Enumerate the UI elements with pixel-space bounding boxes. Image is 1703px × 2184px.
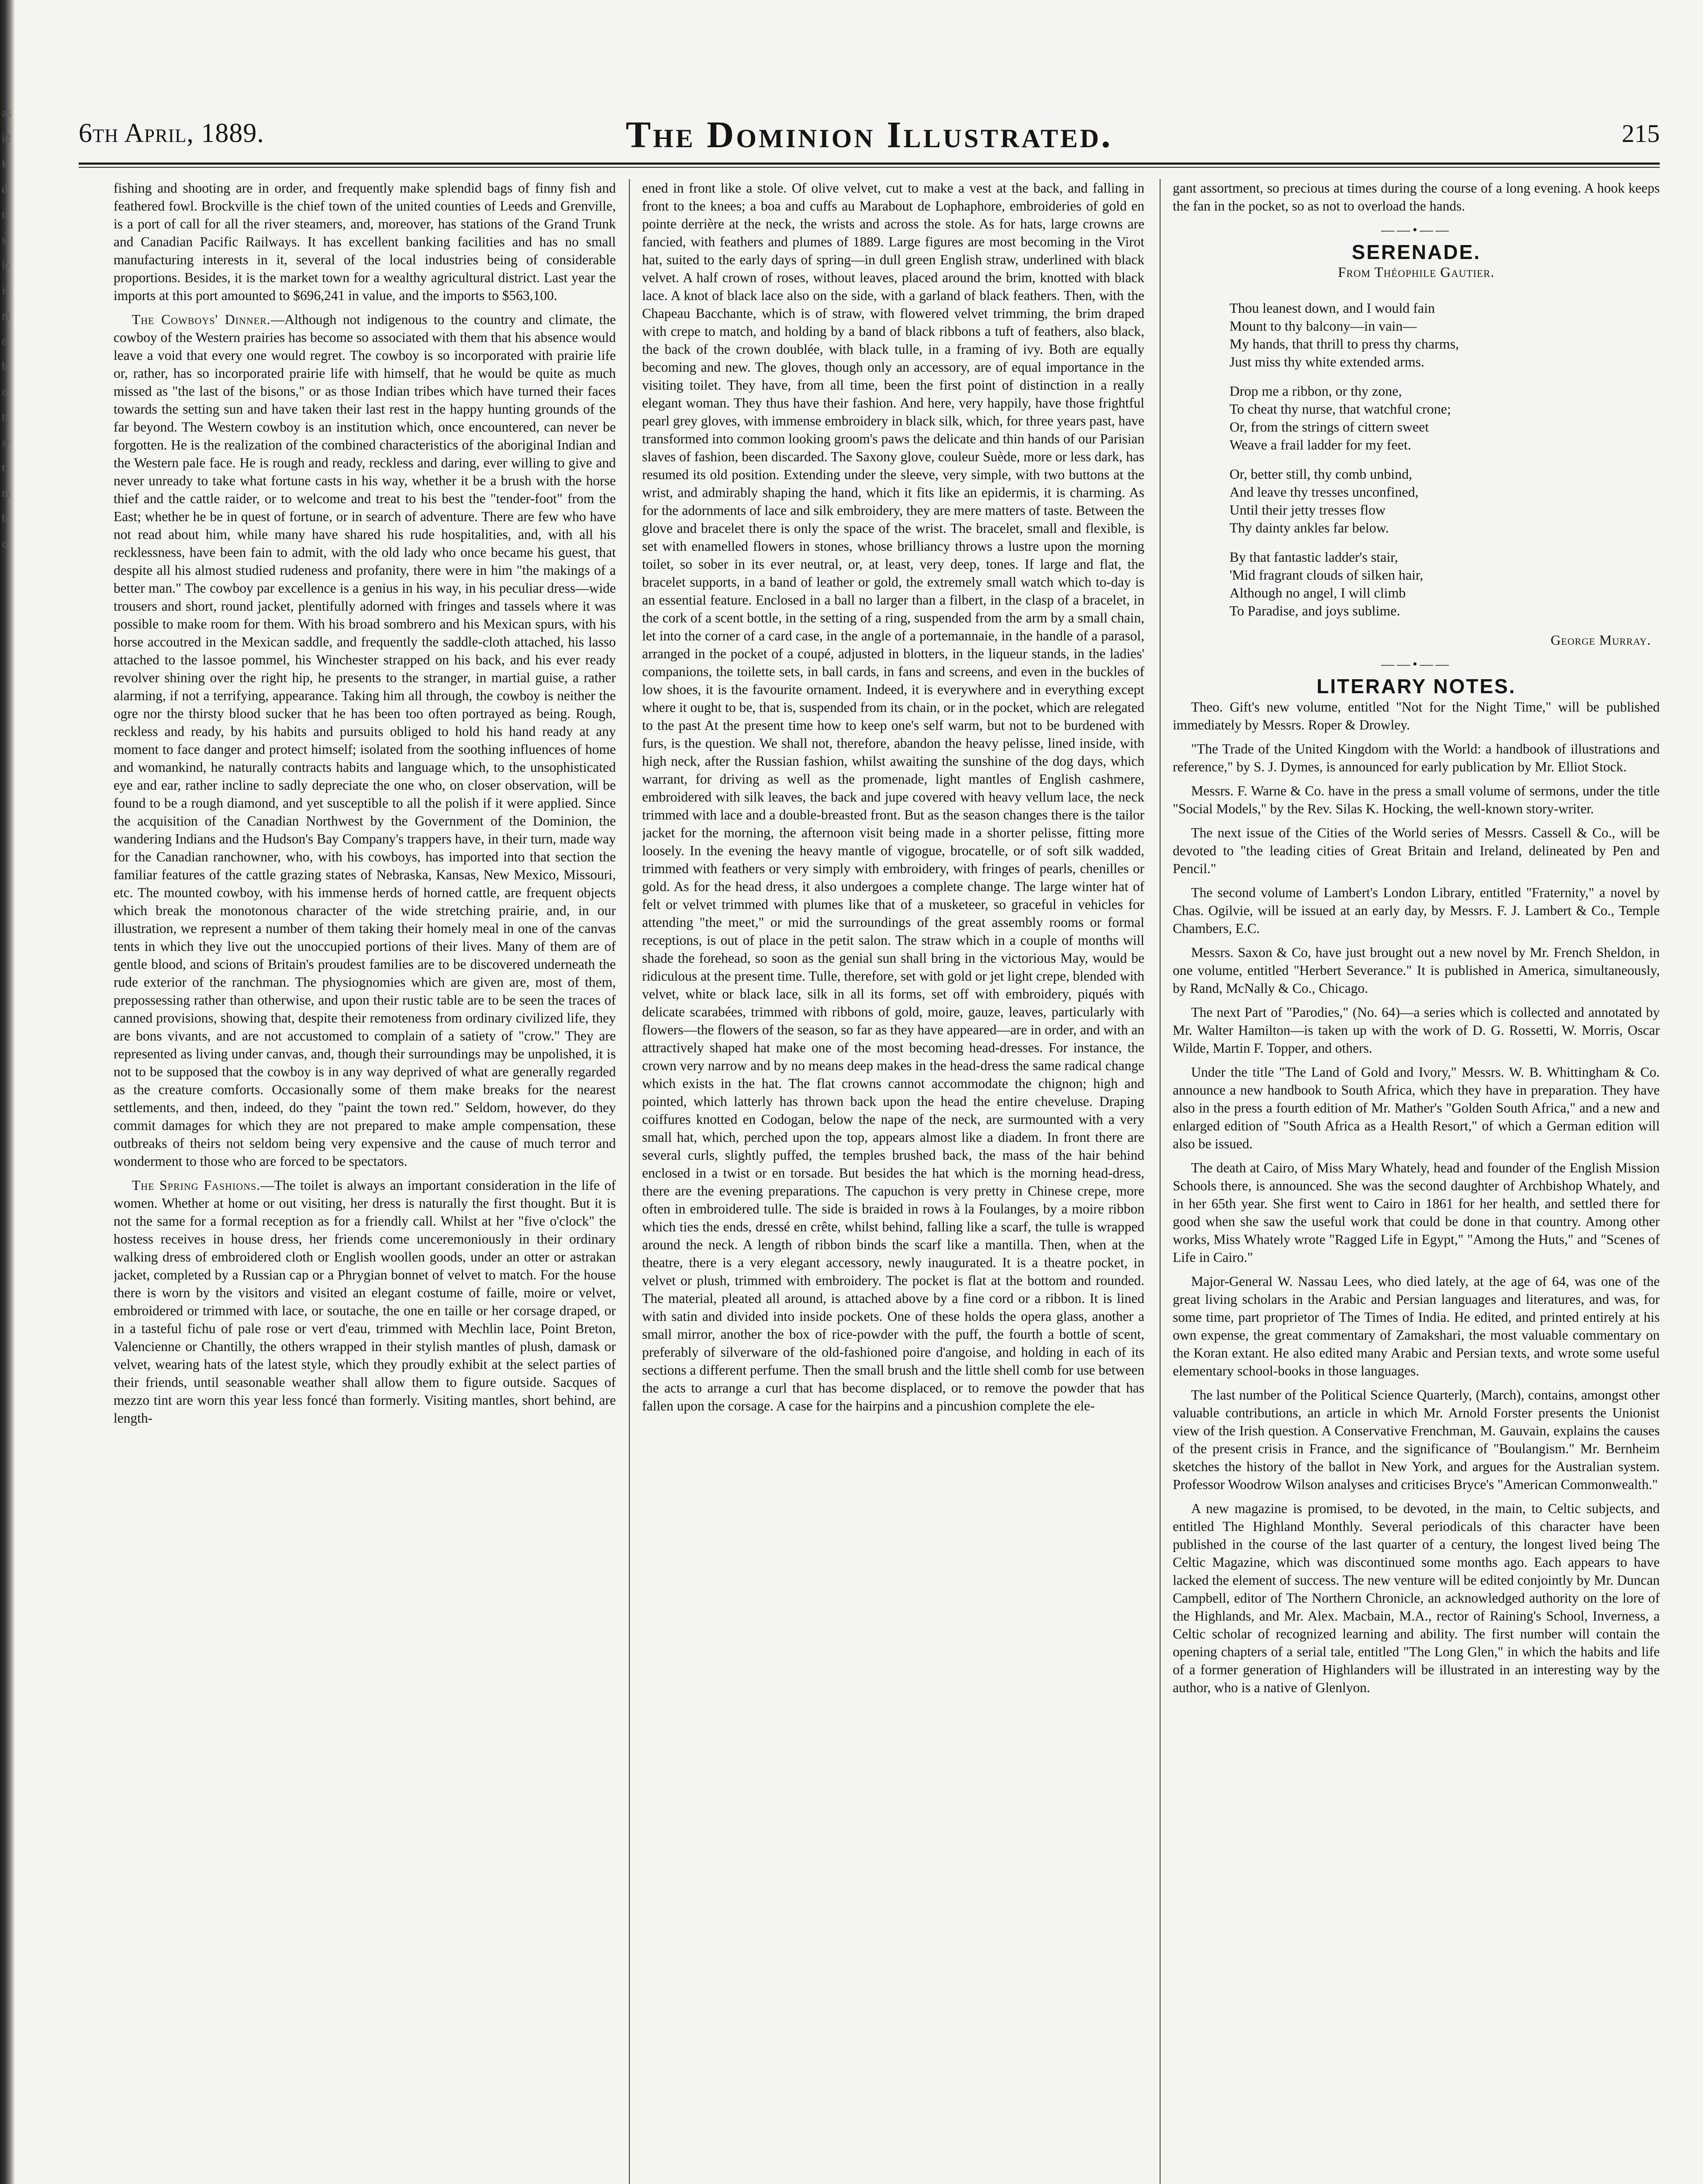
column-1 <box>114 179 616 2184</box>
spring-fashions-paragraph <box>114 1176 616 1427</box>
cowboys-dinner-heading: The Cowboys' Dinner. <box>132 312 271 327</box>
spring-fashions-text: —The toilet is always an important consideration in the life of women. Whether at home or out visiting, her dress is naturally the first thought. But it is not the same for a formal reception as for a friendly call. Whilst at her "five o'clock" the hostess receives in house dress, her friends come unceremoniously in their ordinary walking dress of embroidered cloth or English woollen goods, under an otter or astrakan jacket, completed by a Russian cap or a Phrygian bonnet of velvet to match. For the house there is worn by the visitors and visited an elegant costume of faille, moire or velvet, embroidered or trimmed with lace, or soutache, the one en taille or her corsage draped, or in a tasteful fichu of pale rose or vert d'eau, trimmed with Mechlin lace, Point Breton, Valencienne or Chantilly, the others wrapped in their stylish mantles of plush, damask or velvet, wearing hats of the latest style, which they proudly exhibit at the select parties of their friends, until seasonable weather shall allow them to figure outside. Sacques of mezzo tint are worn this year less foncé than formerly. Visiting mantles, short behind, are length- <box>114 1178 616 1426</box>
literary-notes-heading: LITERARY NOTES. <box>1316 675 1516 698</box>
poem-line: My hands, that thrill to press thy charms, <box>1230 336 1459 352</box>
poem-line: Mount to thy balcony—in vain— <box>1230 318 1417 334</box>
poem-line: Just miss thy white extended arms. <box>1230 354 1425 370</box>
issue-date: 6th April, 1889. <box>79 118 264 148</box>
poem-stanza <box>1230 382 1660 454</box>
poem-line: Weave a frail ladder for my feet. <box>1230 437 1411 453</box>
masthead-rule <box>79 162 1660 168</box>
cowboys-dinner-text: —Although not indigenous to the country and climate, the cowboy of the Western prairies has become so associated with them that his absence would leave a void that every one would regret. The cowboy is so incorporated with prairie life or, rather, has so incorporated prairie life with himself, that he would be quite as much missed as "the last of the bisons," or as those Indian tribes which have turned their faces towards the setting sun and have taken their last rest in the happy hunting grounds of the far beyond. The Western cowboy is an institution which, once encountered, can never be forgotten. He is the realization of the combined characteristics of the aboriginal Indian and the Western pale face. He is rough and ready, reckless and daring, ever willing to give and never unready to take what fortune casts in his way, whether it be a brush with the horse thief and the cattle raider, or to welcome and treat to his best the "tender-foot" from the East; whether he be in quest of fortune, or in search of adventure. There are few who have not read about him, while many have shared his rude hospitalities, and, with all his recklessness, have been fain to admit, with the old lady who once became his guest, that despite all his almost studied rudeness and profanity, there were in him "the makings of a better man." The cowboy par excellence is a genius in his way, in his peculiar dress—wide trousers and short, round jacket, plentifully adorned with fringes and tassels where it was possible to make room for them. With his broad sombrero and his Mexican spurs, with his horse accoutred in the Mexican saddle, and frequently the saddle-cloth attached, his lasso attached to the lassoe pommel, his Winchester strapped on his back, and his ever ready revolver shining over the right hip, he presents to the stranger, in martial guise, a rather alarming, if not a terrifying, appearance. Taking him all through, the cowboy is neither the ogre nor the thirsty blood sucker that he has been too often portrayed as being. Rough, reckless and ready, by his habits and pursuits obliged to hold his hand ready at any moment to face danger and protect himself; isolated from the soothing influences of home and womankind, he naturally contracts habits and language which, to the unsophisticated eye and ear, rather incline to sadly depreciate the one who, on closer observation, will be found to be a rough diamond, and yet susceptible to all the polish if it were applied. Since the acquisition of the Canadian Northwest by the Government of the Dominion, the wandering Indians and the Hudson's Bay Company's trappers have, in their turn, made way for the Canadian ranchowner, who, with his cowboys, has imported into that section the familiar features of the cattle grazing states of Nebraska, Kansas, New Mexico, Missouri, etc. The mounted cowboy, with his immense herds of horned cattle, are frequent objects which break the monotonous character of the wide stretching prairie, and, in our illustration, we represent a number of them taking their homely meal in one of the canvas tents in which they live out the unoccupied portions of their lives. Many of them are of gentle blood, and scions of Britain's proudest families are to be discovered underneath the rude exterior of the ranchman. The physiognomies which are given are, most of them, prepossessing rather than otherwise, and upon their rustic table are to be seen the traces of canned provisions, showing that, despite their remoteness from ordinary civilized life, they are bons vivants, and are not accustomed to complain of a satiety of "crow." They are represented as living under canvas, and, though their surroundings may be unpolished, it is not to be supposed that the cowboy is in any way deprived of what are generally regarded as the creature comforts. Occasionally some of them make breaks for the nearest settlements, and then, indeed, do they "paint the town red." Seldom, however, do they commit damages for which they are not prepared to make ample compensation, these outbreaks of theirs not seldom being very expensive and the cause of much terror and wonderment to those who are forced to be spectators. <box>114 312 616 1169</box>
cowboys-dinner-paragraph <box>114 311 616 1170</box>
column-rule-1 <box>629 179 630 2184</box>
poem-line: 'Mid fragrant clouds of silken hair, <box>1230 567 1423 583</box>
poem-line: To Paradise, and joys sublime. <box>1230 603 1400 619</box>
poem-source: From Théophile Gautier. <box>1338 265 1495 280</box>
literary-note: Theo. Gift's new volume, entitled "Not for the Night Time," will be published immediately by Messrs. Roper & Drowley. <box>1173 699 1660 733</box>
section-ornament: ——•—— <box>1381 657 1451 671</box>
serenade-poem <box>1230 299 1660 620</box>
poem-author: George Murray. <box>1551 632 1651 648</box>
literary-note: Messrs. F. Warne & Co. have in the press a small volume of sermons, under the title "Social Models," by the Rev. Silas K. Hocking, the well-known story-writer. <box>1173 783 1660 816</box>
poem-stanza <box>1230 548 1660 620</box>
poem-line: Thou leanest down, and I would fain <box>1230 300 1435 316</box>
poem-line: Or, from the strings of cittern sweet <box>1230 419 1429 435</box>
literary-note: The next Part of "Parodies," (No. 64)—a series which is collected and annotated by Mr. Walter Hamilton—is taken up with the work of D. G. Rossetti, W. Morris, Oscar Wilde, Martin F. Topper, and others. <box>1173 1005 1660 1056</box>
poem-line: Thy dainty ankles far below. <box>1230 520 1389 536</box>
poem-line: By that fantastic ladder's stair, <box>1230 549 1398 565</box>
literary-note: Under the title "The Land of Gold and Ivory," Messrs. W. B. Whittingham & Co. announce a new handbook to South Africa, which they have in preparation. They have also in the press a fourth edition of Mr. Mather's "Golden South Africa," and a new and enlarged edition of "South Africa as a Health Resort," of which a German edition will also be issued. <box>1173 1064 1660 1151</box>
literary-note: The last number of the Political Science Quarterly, (March), contains, amongst other valuable contributions, an article in which Mr. Arnold Forster presents the Unionist view of the Irish question. A Conservative Frenchman, M. Gauvain, explains the causes of the present crisis in France, and the significance of "Boulangism." Mr. Bernheim sketches the history of the ballot in New York, and argues for the Australian system. Professor Woodrow Wilson analyses and criticises Bryce's "American Commonwealth." <box>1173 1387 1660 1492</box>
poem-line: Until their jetty tresses flow <box>1230 502 1386 518</box>
column-3 <box>1173 179 1660 2184</box>
poem-line: Or, better still, thy comb unbind, <box>1230 466 1413 482</box>
poem-stanza <box>1230 299 1660 371</box>
poem-title: SERENADE. <box>1351 241 1481 263</box>
literary-note: "The Trade of the United Kingdom with the World: a handbook of illustrations and reference," by S. J. Dymes, is announced for early publication by Mr. Elliot Stock. <box>1173 741 1660 774</box>
poem-stanza <box>1230 465 1660 537</box>
poem-line: To cheat thy nurse, that watchful crone; <box>1230 401 1451 417</box>
page-number: 215 <box>1622 119 1660 148</box>
column-2 <box>642 179 1144 2184</box>
poem-line: And leave thy tresses unconfined, <box>1230 484 1419 500</box>
literary-note: Major-General W. Nassau Lees, who died lately, at the age of 64, was one of the great living scholars in the Arabic and Persian languages and literatures, and was, for some time, part proprietor of The Times of India. He edited, and printed entirely at his own expense, the great commentary of Zamakshari, the most valuable commentary on the Koran extant. He also edited many Arabic and Persian texts, and wrote some useful elementary school-books in those languages. <box>1173 1274 1660 1379</box>
spring-fashions-heading: The Spring Fashions. <box>132 1178 261 1193</box>
literary-note: The death at Cairo, of Miss Mary Whately, head and founder of the English Mission Schools there, is announced. She was the second daughter of Archbishop Whately, and in her 65th year. She first went to Cairo in 1861 for her health, and settled there for good when she saw the useful work that could be done in that country. Among other works, Miss Whately wrote "Ragged Life in Egypt," "Among the Huts," and "Scenes of Life in Cairo." <box>1173 1160 1660 1265</box>
fashions-continued-paragraph: ened in front like a stole. Of olive velvet, cut to make a vest at the back, and falling in front to the knees; a boa and cuffs au Marabout de Lophaphore, embroideries of gold en pointe derrière at the neck, the wrists and across the stole. As for hats, large crowns are fancied, with feathers and plumes of 1889. Large figures are most becoming in the Virot hat, suited to the early days of spring—in dull green English straw, underlined with black velvet. A half crown of roses, without leaves, placed around the brim, knotted with black lace. A knot of black lace also on the side, with a garland of black feathers. Then, with the Chapeau Bacchante, which is of straw, with flowered velvet trimming, the brim draped with crepe to match, and holding by a band of black ribbons a tuft of feathers, also black, the back of the crown doublée, with black tulle, in a framing of ivy. Both are equally becoming and new. The gloves, though only an accessory, are of equal importance in the visiting toilet. They have, from all time, been the first point of distinction in a really elegant woman. They thus have their fashion. And here, very happily, have those frightful pearl grey gloves, with immense embroidery in black silk, which, for three years past, have transformed into common looking groom's paws the delicate and thin hands of our Parisian slaves of fashion, been discarded. The Saxony glove, couleur Suède, more or less dark, has resumed its old position. Extending under the sleeve, very simple, with two buttons at the wrist, and admirably shaping the hand, which it fits like an epidermis, it is charming. As for the adornments of lace and silk embroidery, they are mere matters of taste. Between the glove and bracelet there is only the space of the wrist. The bracelet, small and flexible, is set with enamelled flowers in stones, whose brilliancy throws a lustre upon the morning toilet, so sober in its ever neutral, or, at least, very deep, tones. If large and flat, the bracelet supports, in a band of leather or gold, the extremely small watch which to-day is an essential feature. Enclosed in a ball no larger than a filbert, in the clasp of a bracelet, in the cork of a scent bottle, in the setting of a ring, suspended from the arm by a small chain, let into the corner of a card case, in the angle of a portemannaie, in the handle of a parasol, arranged in the pocket of a coupé, adjusted in blotters, in the liqueur stands, in the ladies' companions, the toilette sets, in ball cards, in fans and screens, and even in the buckles of low shoes, it is the favourite ornament. Indeed, it is everywhere and in everything except where it ought to be, that is, suspended from its chain, or in the pocket, which are relegated to the past At the present time how to keep one's self warm, but not to be burdened with furs, is the question. We shall not, therefore, abandon the heavy pelisse, lined inside, with high neck, after the Russian fashion, whilst awaiting the sunshine of the dog days, which warrant, for driving as well as the promenade, light mantles of English cashmere, embroidered with silk leaves, the back and jupe covered with heavy vellum lace, the neck trimmed with lace and a double-breasted front. But as the season changes there is the tailor jacket for the morning, the afternoon visit being made in a shorter pelisse, fitting more loosely. In the evening the heavy mantle of vigogue, brocatelle, or of soft silk wadded, trimmed with feathers or very simply with embroidery, with fringes of pearls, chenilles or gold. As for the head dress, it also undergoes a complete change. The large winter hat of felt or velvet trimmed with plumes like that of a musketeer, so graceful in vehicles for attending "the meet," or mid the surroundings of the great assembly rooms or formal receptions, is out of place in the petit salon. The straw which in a couple of months will shade the forehead, so soon as the genial sun shall bring in the victorious May, would be ridiculous at the present time. Tulle, therefore, set with gold or jet light crepe, blended with velvet, white or black lace, silk in all its forms, set off with embroidery, piqués with delicate scarabées, trimmed with ribbons of gold, moire, gauze, leaves, particularly with flowers—the flowers of the season, so far as they have appeared—are in order, and with an attractively shaped hat make one of the most becoming head-dresses. For instance, the crown very narrow and by no means deep makes in the head-dress the same radical change which exists in the hat. The flat crowns cannot accommodate the chignon; high and pointed, which latterly has thrown back upon the head the entire cheveluse. Draping coiffures knotted en Codogan, below the nape of the neck, are surmounted with a very small hat, which, perched upon the top, appears almost like a diadem. In front there are several curls, slightly puffed, the temples brushed back, the mass of the hair behind enclosed in a twist or en torsade. But besides the hat which is the morning head-dress, there are the evening preparations. The capuchon is very pretty in Chinese crepe, more often in embroidered tulle. The side is braided in rows à la Foulanges, by a moire ribbon which ties the ends, dressé en crête, whilst behind, falling like a scarf, the tulle is wrapped around the neck. A length of ribbon binds the scarf like a mantilla. Then, when at the theatre, there is a very elegant accessory, newly inaugurated. It is a theatre pocket, in velvet or plush, trimmed with embroidery. The pocket is flat at the bottom and rounded. The material, pleated all around, is attached above by a fine cord or a ribbon. It is lined with satin and divided into inside pockets. One of these holds the opera glass, another a small mirror, another the box of rice-powder with the puff, the fourth a bottle of scent, preferably of silverware of the old-fashioned poire d'angoise, and holding in each of its sections a different perfume. Then the small brush and the little shell comb for use between the acts to arrange a curl that has become displaced, or to remove the powder that has fallen upon the corsage. A case for the hairpins and a pincushion complete the ele- <box>642 180 1144 1413</box>
binding-stray-letters: asidkd tis leisniobo tfsrtmbo <box>2 107 11 550</box>
literary-note: A new magazine is promised, to be devoted, in the main, to Celtic subjects, and entitled The Highland Monthly. Several periodicals of this character have been published in the course of the last quarter of a century, the longest lived being The Celtic Magazine, which was discontinued some months ago. Each appears to have lacked the element of success. The new venture will be edited conjointly by Mr. Duncan Campbell, editor of The Northern Chronicle, an acknowledged authority on the lore of the Highlands, and Mr. Alex. Macbain, M.A., rector of Raining's School, Inverness, a Celtic scholar of recognized learning and ability. The first number will contain the opening chapters of a serial tale, entitled "The Long Glen," in which the habits and life of a former generation of Highlanders will be illustrated in an interesting way by the author, who is a native of Glenlyon. <box>1173 1501 1660 1695</box>
section-ornament: ——•—— <box>1381 223 1451 237</box>
literary-note: The next issue of the Cities of the World series of Messrs. Cassell & Co., will be devoted to "the leading cities of Great Britain and Ireland, delineated by Pen and Pencil." <box>1173 825 1660 876</box>
poem-line: Although no angel, I will climb <box>1230 585 1406 601</box>
column-rule-2 <box>1160 179 1161 2184</box>
fashions-conclusion-paragraph: gant assortment, so precious at times during the course of a long evening. A hook keeps the fan in the pocket, so as not to overload the hands. <box>1173 180 1660 214</box>
publication-title: The Dominion Illustrated. <box>625 114 1113 156</box>
literary-note: Messrs. Saxon & Co, have just brought out a new novel by Mr. French Sheldon, in one volume, entitled "Herbert Severance." It is published in America, simultaneously, by Rand, McNally & Co., Chicago. <box>1173 945 1660 996</box>
poem-line: Drop me a ribbon, or thy zone, <box>1230 383 1402 399</box>
brockville-paragraph: fishing and shooting are in order, and frequently make splendid bags of finny fish and feathered fowl. Brockville is the chief town of the united counties of Leeds and Grenville, is a port of call for all the river steamers, and, moreover, has stations of the Grand Trunk and Canadian Pacific Railways. It has excellent banking facilities and has no small manufacturing interests in it, several of the local industries being of considerable proportions. Besides, it is the market town for a wealthy agricultural district. Last year the imports at this port amounted to $696,241 in value, and the imports to $563,100. <box>114 180 616 303</box>
literary-note: The second volume of Lambert's London Library, entitled "Fraternity," a novel by Chas. Ogilvie, will be issued at an early day, by Messrs. F. J. Lambert & Co., Temple Chambers, E.C. <box>1173 885 1660 936</box>
masthead <box>79 109 1660 162</box>
